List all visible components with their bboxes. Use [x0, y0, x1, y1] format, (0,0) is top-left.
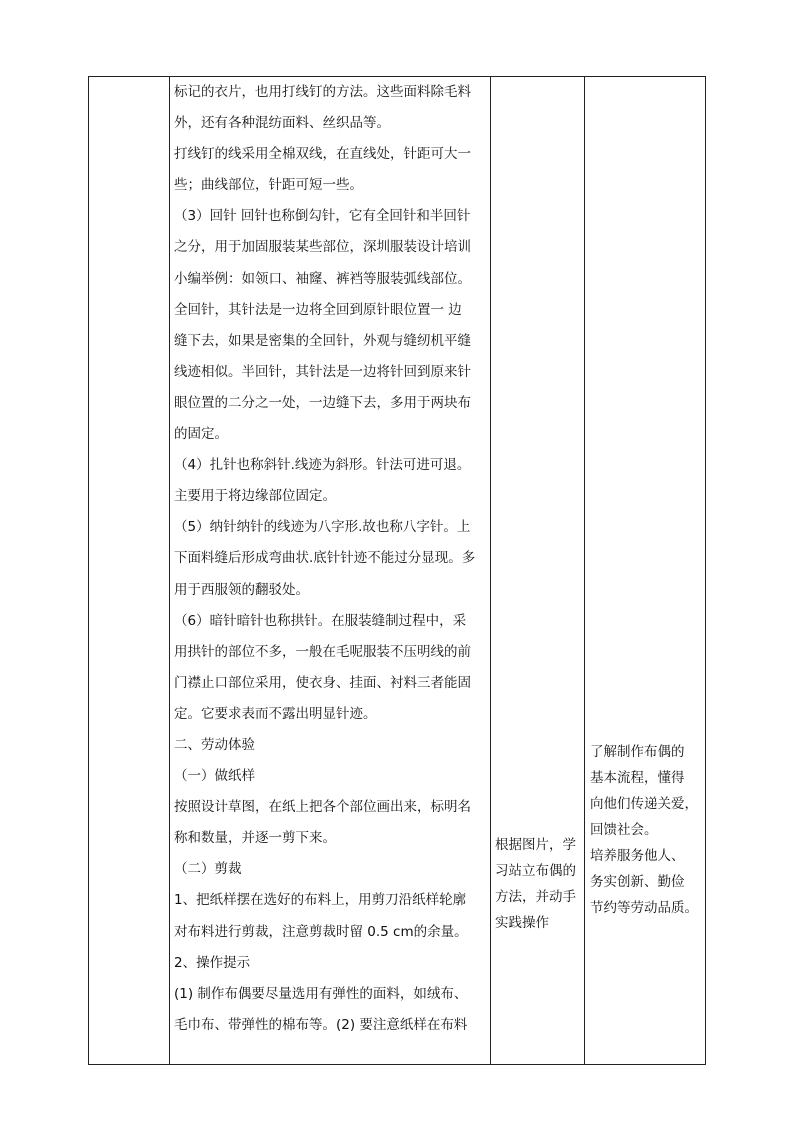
intent-line: 回馈社会。 — [590, 822, 658, 838]
content-line: （4）扎针也称斜针.线迹为斜形。针法可进可退。 — [174, 457, 471, 474]
content-line: 门襟止口部位采用，使衣身、挂面、衬料三者能固 — [174, 674, 471, 691]
content-line: 线迹相似。半回针，其针法是一边将针回到原来针 — [174, 363, 471, 380]
lesson-table — [88, 76, 706, 1065]
content-line: （二）剪裁 — [174, 861, 242, 878]
content-line: 之分，用于加固服装某些部位，深圳服装设计培训 — [174, 239, 471, 256]
intent-line: 了解制作布偶的 — [590, 744, 685, 760]
content-line: 些；曲线部位，针距可短一些。 — [174, 177, 363, 194]
content-line: 眼位置的二分之一处，一边缝下去，多用于两块布 — [174, 394, 471, 411]
content-line: 毛巾布、带弹性的棉布等。(2) 要注意纸样在布料 — [174, 1016, 468, 1033]
content-line: 对布料进行剪裁，注意剪裁时留 0.5 cm的余量。 — [174, 923, 468, 940]
content-line: (1) 制作布偶要尽量选用有弹性的面料，如绒布、 — [174, 985, 468, 1002]
content-line: （6）暗针暗针也称拱针。在服装缝制过程中，采 — [174, 612, 467, 629]
content-line: 称和数量，并逐一剪下来。 — [174, 830, 336, 847]
content-line: （5）纳针纳针的线迹为八字形.故也称八字针。上 — [174, 519, 471, 536]
intent-line: 培养服务他人、 — [590, 848, 685, 864]
content-line: 1、把纸样摆在选好的布料上，用剪刀沿纸样轮廓 — [174, 892, 467, 909]
intent-line: 向他们传递关爱， — [590, 796, 698, 812]
activity-line: 根据图片，学 — [495, 837, 576, 853]
activity-line: 方法，并动手 — [495, 889, 576, 905]
design-intent-cell — [584, 739, 705, 921]
content-line: 定。它要求表而不露出明显针迹。 — [174, 705, 377, 722]
activity-line: 习站立布偶的 — [495, 863, 576, 879]
intent-line: 节约等劳动品质。 — [590, 900, 698, 916]
content-line: 二、劳动体验 — [174, 736, 255, 753]
content-line: 标记的衣片，也用打线钉的方法。这些面料除毛料 — [174, 84, 471, 100]
content-line: 2、操作提示 — [174, 954, 251, 971]
content-line: 的固定。 — [174, 426, 228, 443]
content-line: （3）回针 回针也称倒勾针，它有全回针和半回针 — [174, 208, 471, 225]
teaching-content-cell — [169, 77, 490, 1041]
intent-line: 基本流程，懂得 — [590, 770, 685, 786]
content-line: 缝下去，如果是密集的全回针，外观与缝纫机平缝 — [174, 332, 471, 349]
content-line: 打线钉的线采用全棉双线，在直线处，针距可大一 — [174, 146, 471, 163]
content-line: 用于西服领的翻驳处。 — [174, 581, 309, 598]
content-line: 下面料缝后形成弯曲状.底针针迹不能过分显现。多 — [174, 550, 476, 567]
content-line: 全回针，其针法是一边将全回到原针眼位置一 边 — [174, 301, 462, 318]
content-line: 小编举例：如领口、袖窿、裤裆等服装弧线部位。 — [174, 270, 471, 287]
content-line: 外，还有各种混纺面料、丝织品等。 — [174, 115, 390, 132]
content-line: 主要用于将边缘部位固定。 — [174, 488, 336, 505]
content-line: （一）做纸样 — [174, 768, 255, 785]
activity-line: 实践操作 — [495, 915, 549, 931]
intent-line: 务实创新、勤俭 — [590, 874, 685, 890]
student-activity-cell — [490, 832, 584, 936]
content-line: 按照设计草图，在纸上把各个部位画出来，标明名 — [174, 799, 471, 816]
content-line: 用拱针的部位不多，一般在毛呢服装不压明线的前 — [174, 643, 471, 660]
